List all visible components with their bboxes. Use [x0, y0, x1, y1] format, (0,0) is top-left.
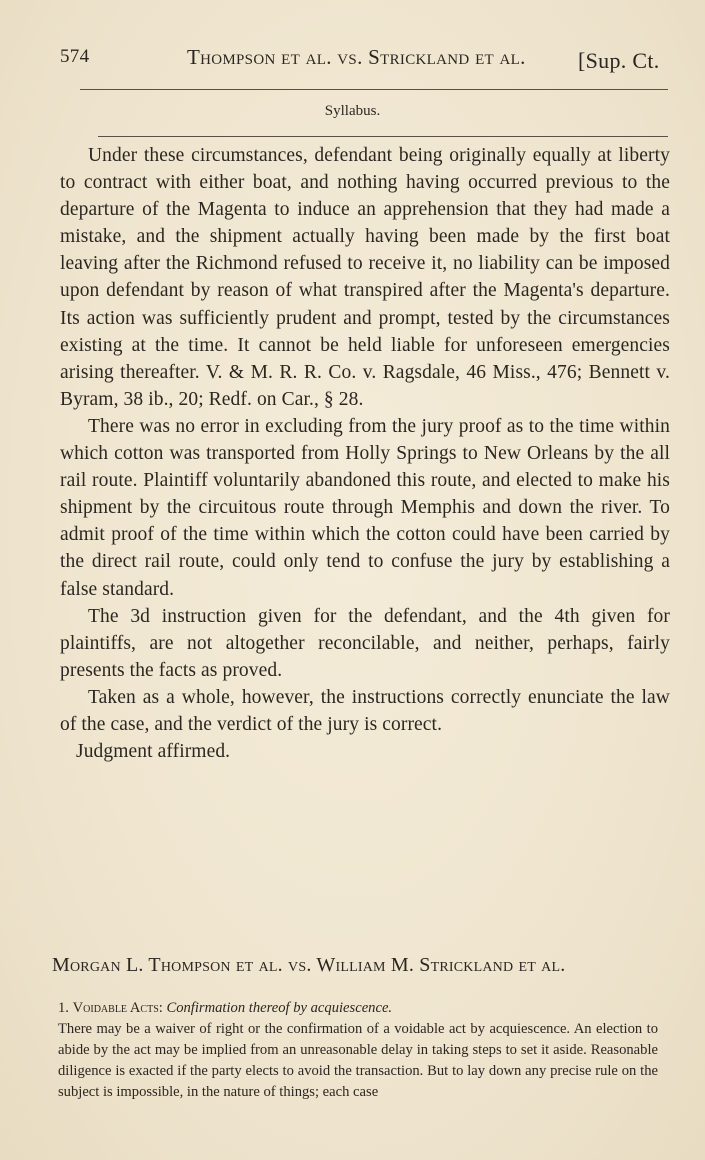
next-case-title: Morgan L. Thompson et al. vs. William M. Strickland et al.: [52, 954, 566, 976]
running-head: [60, 42, 680, 76]
running-head-title: Thompson et al. vs. Strickland et al.: [187, 45, 526, 69]
section-label: Syllabus.: [324, 103, 381, 119]
headnote-text: There may be a waiver of right or the confirmation of a voidable act by acquiescence. An election to abide by the act may be implied from an unreasonable delay in taking steps to set it aside. Reasonable diligence is exacted if the party elects to avoid the transaction. But to lay down any precise rule on the subject is impossible, in the nature of things; each case: [58, 1021, 658, 1100]
headnote: [58, 998, 658, 1103]
page-number: 574: [60, 46, 90, 67]
running-head-court: [Sup. Ct.: [578, 48, 660, 73]
headnote-subtopic: Confirmation thereof by acquiescence.: [166, 1000, 393, 1016]
paragraph: The 3d instruction given for the defendant, and the 4th given for plaintiffs, are not altogether reconcilable, and neither, perhaps, fairly presents the facts as proved.: [60, 605, 670, 681]
header-rule: [80, 89, 668, 90]
headnote-heading: [58, 998, 658, 1019]
section-rule: [98, 136, 668, 137]
syllabus-body: [60, 142, 670, 765]
headnote-number: 1.: [58, 1000, 69, 1016]
headnote-topic: Voidable Acts:: [72, 1000, 163, 1016]
judgment-line: Judgment affirmed.: [76, 741, 231, 763]
paragraph: There was no error in excluding from the jury proof as to the time within which cotton was transported from Holly Springs to New Orleans by the all rail route. Plaintiff voluntarily abandoned this route, and elected to make his shipment by the circuitous route through Memphis and down the river. To admit proof of the time within which the cotton could have been carried by the direct rail route, could only tend to confuse the jury by establishing a false standard.: [60, 415, 670, 600]
paragraph: Under these circumstances, defendant being originally equally at liberty to contract with either boat, and nothing having occurred previous to the departure of the Magenta to induce an apprehension that they had made a mistake, and the shipment actually having been made by the first boat leaving after the Richmond refused to receive it, no liability can be imposed upon defendant by reason of what transpired after the Magenta's departure. Its action was sufficiently prudent and prompt, tested by the circumstances existing at the time. It cannot be held liable for unforeseen emergencies arising thereafter. V. & M. R. R. Co. v. Ragsdale, 46 Miss., 476; Bennett v. Byram, 38 ib., 20; Redf. on Car., § 28.: [60, 145, 670, 410]
paragraph: Taken as a whole, however, the instructions correctly enunciate the law of the case, and the verdict of the jury is correct.: [60, 686, 670, 735]
